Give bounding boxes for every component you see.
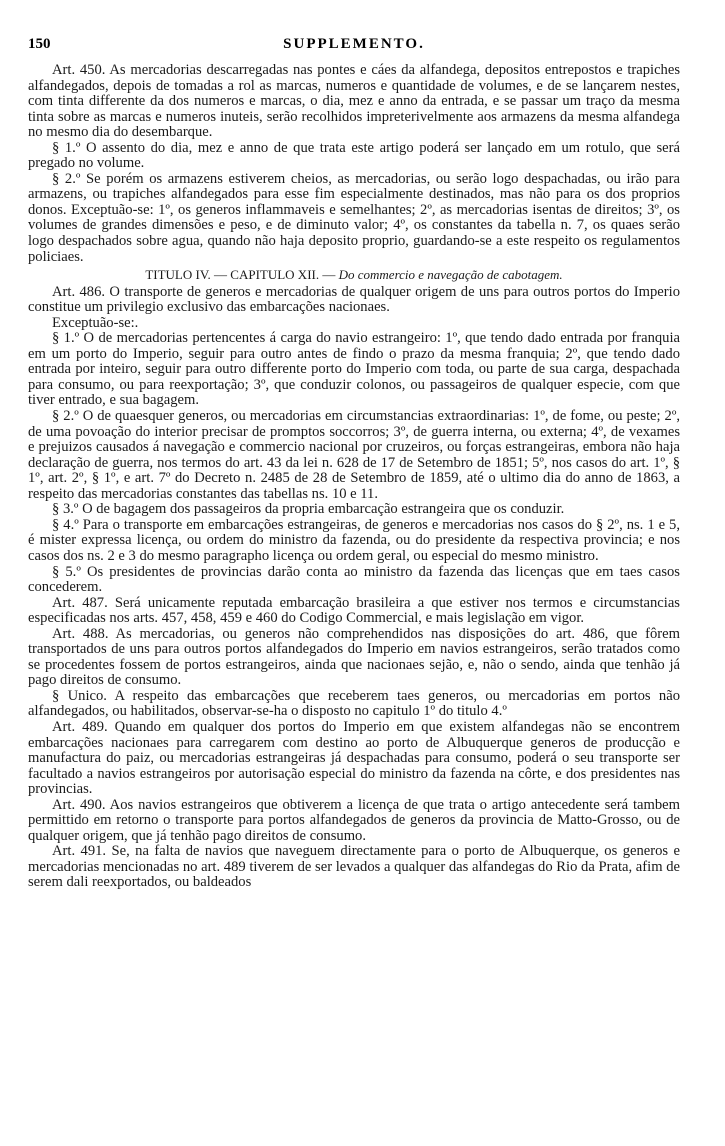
page-body	[28, 63, 680, 891]
article-450-paragraph-1: § 1.º O assento do dia, mez e anno de que trata este artigo poderá ser lançado em um rotulo, que será pregado no volume.	[28, 139, 680, 172]
exceptions-label: Exceptuão-se:.	[52, 314, 139, 331]
article-491: Art. 491. Se, na falta de navios que naveguem directamente para o porto de Albuquerque, os generos e mercadorias mencionadas no art. 489 tiverem de ser levados a qualquer das alfandegas do Rio da Prata, afim de serem dali reexportados, ou baldeados	[28, 843, 680, 891]
article-486-paragraph-4: § 4.º Para o transporte em embarcações estrangeiras, de generos e mercadorias nos casos do § 2º, ns. 1 e 5, é mister expressa licença, ou ordem do ministro da fazenda, ou do presidente da respectiva provincia; e nos casos dos ns. 2 e 3 do mesmo paragrapho licença ou ordem geral, ou especial do mesmo ministro.	[28, 516, 680, 564]
article-487: Art. 487. Será unicamente reputada embarcação brasileira a que estiver nos termos e circumstancias especificadas nos arts. 457, 458, 459 e 460 do Codigo Commercial, e mais legislação em vigor.	[28, 594, 680, 627]
article-486: Art. 486. O transporte de generos e mercadorias de qualquer origem de uns para outros portos do Imperio constitue um privilegio exclusivo das embarcações nacionaes.	[28, 283, 680, 316]
article-450: Art. 450. As mercadorias descarregadas nas pontes e cáes da alfandega, depositos entrepostos e trapiches alfandegados, depois de tomadas a rol as marcas, numeros e quantidade de volumes, e de se lançarem nestes, com tinta differente da dos numeros e marcas, o dia, mez e anno da entrada, e se passar um traço da mesma tinta sobre as marcas e numeros inuteis, serão recolhidos impreterivelmente aos armazens da mesma alfandega no mesmo dia do desembarque.	[28, 62, 680, 141]
page-header	[28, 36, 680, 54]
page-number: 150	[28, 36, 51, 52]
article-490: Art. 490. Aos navios estrangeiros que obtiverem a licença de que trata o artigo antecedente será tambem permittido em retorno o transporte para portos alfandegados de generos da provincia de Matto-Grosso, ou de qualquer origem, que já tenhão pago direitos de consumo.	[28, 796, 680, 844]
article-488: Art. 488. As mercadorias, ou generos não comprehendidos nas disposições do art. 486, que fôrem transportados de uns para outros portos alfandegados do Imperio em navios estrangeiros, serão tratados como se procedentes fossem de portos estrangeiros, ainda que nacionaes sejão, e, não o sendo, ainda que tenhão já pago direitos de consumo.	[28, 625, 680, 689]
article-486-paragraph-2: § 2.º O de quaesquer generos, ou mercadorias em circumstancias extraordinarias: 1º, de fome, ou peste; 2º, de uma povoação do interior precisar de promptos soccorros; 3º, de guerra interna, ou externa; 4º, de vexames e prejuizos causados á navegação e commercio nacional por cruzeiros, ou forças estrangeiras, embora não haja declaração de guerra, nos termos do art. 43 da lei n. 628 de 17 de Setembro de 1851; 5º, nos casos do art. 1º, § 1º, art. 2º, § 1º, e art. 7º do Decreto n. 2485 de 28 de Setembro de 1859, até o ultimo dia do anno de 1863, a respeito das mercadorias constantes das tabellas ns. 10 e 11.	[28, 408, 680, 502]
article-488-unico: § Unico. A respeito das embarcações que receberem taes generos, ou mercadorias em portos não alfandegados, ou habilitados, observar-se-ha o disposto no capitulo 1º do titulo 4.º	[28, 687, 680, 720]
running-head: SUPPLEMENTO.	[283, 36, 425, 52]
article-489: Art. 489. Quando em qualquer dos portos do Imperio em que existem alfandegas não se encontrem embarcações nacionaes para carregarem com destino ao porto de Albuquerque generos de producção e manufactura do paiz, ou mercadorias estrangeiras já despachadas para consumo, poderá o seu transporte ser facultado a navios estrangeiros por autorisação especial do ministro da fazenda na côrte, e dos presidentes nas provincias.	[28, 718, 680, 798]
article-486-paragraph-1: § 1.º O de mercadorias pertencentes á carga do navio estrangeiro: 1º, que tendo dado entrada por franquia em um porto do Imperio, seguir para outro antes de findo o prazo da mesma franquia; 2º, que tendo dado entrada por inteiro, seguir para outro differente porto do Imperio com toda, ou parte de sua carga, despachada para consumo, ou para reexportação; 3º, que conduzir colonos, ou passageiros de qualquer especie, com que tiver entrado, e sua bagagem.	[28, 330, 680, 409]
section-title	[28, 267, 680, 283]
section-title-prefix: TITULO IV. — CAPITULO XII. —	[145, 267, 336, 283]
article-450-paragraph-2: § 2.º Se porém os armazens estiverem cheios, as mercadorias, ou serão logo despachadas, ou irão para armazens, ou trapiches alfandegados para esse fim especialmente destinados, mas não para os dos proprios donos. Exceptuão-se: 1º, os generos inflammaveis e semelhantes; 2º, as mercadorias isentas de direitos; 3º, os volumes de grandes dimensões e peso, e de diminuto valor; 4º, os constantes da tabella n. 7, os quaes serão logo despachados sobre agua, quando não haja deposito proprio, guardando-se a este respeito os regulamentos policiaes.	[28, 170, 680, 265]
article-486-paragraph-3: § 3.º O de bagagem dos passageiros da propria embarcação estrangeira que os conduzir.	[52, 501, 565, 518]
section-title-italic: Do commercio e navegação de cabotagem.	[338, 267, 563, 283]
article-486-paragraph-5: § 5.º Os presidentes de provincias darão conta ao ministro da fazenda das licenças que em taes casos concederem.	[28, 563, 680, 596]
